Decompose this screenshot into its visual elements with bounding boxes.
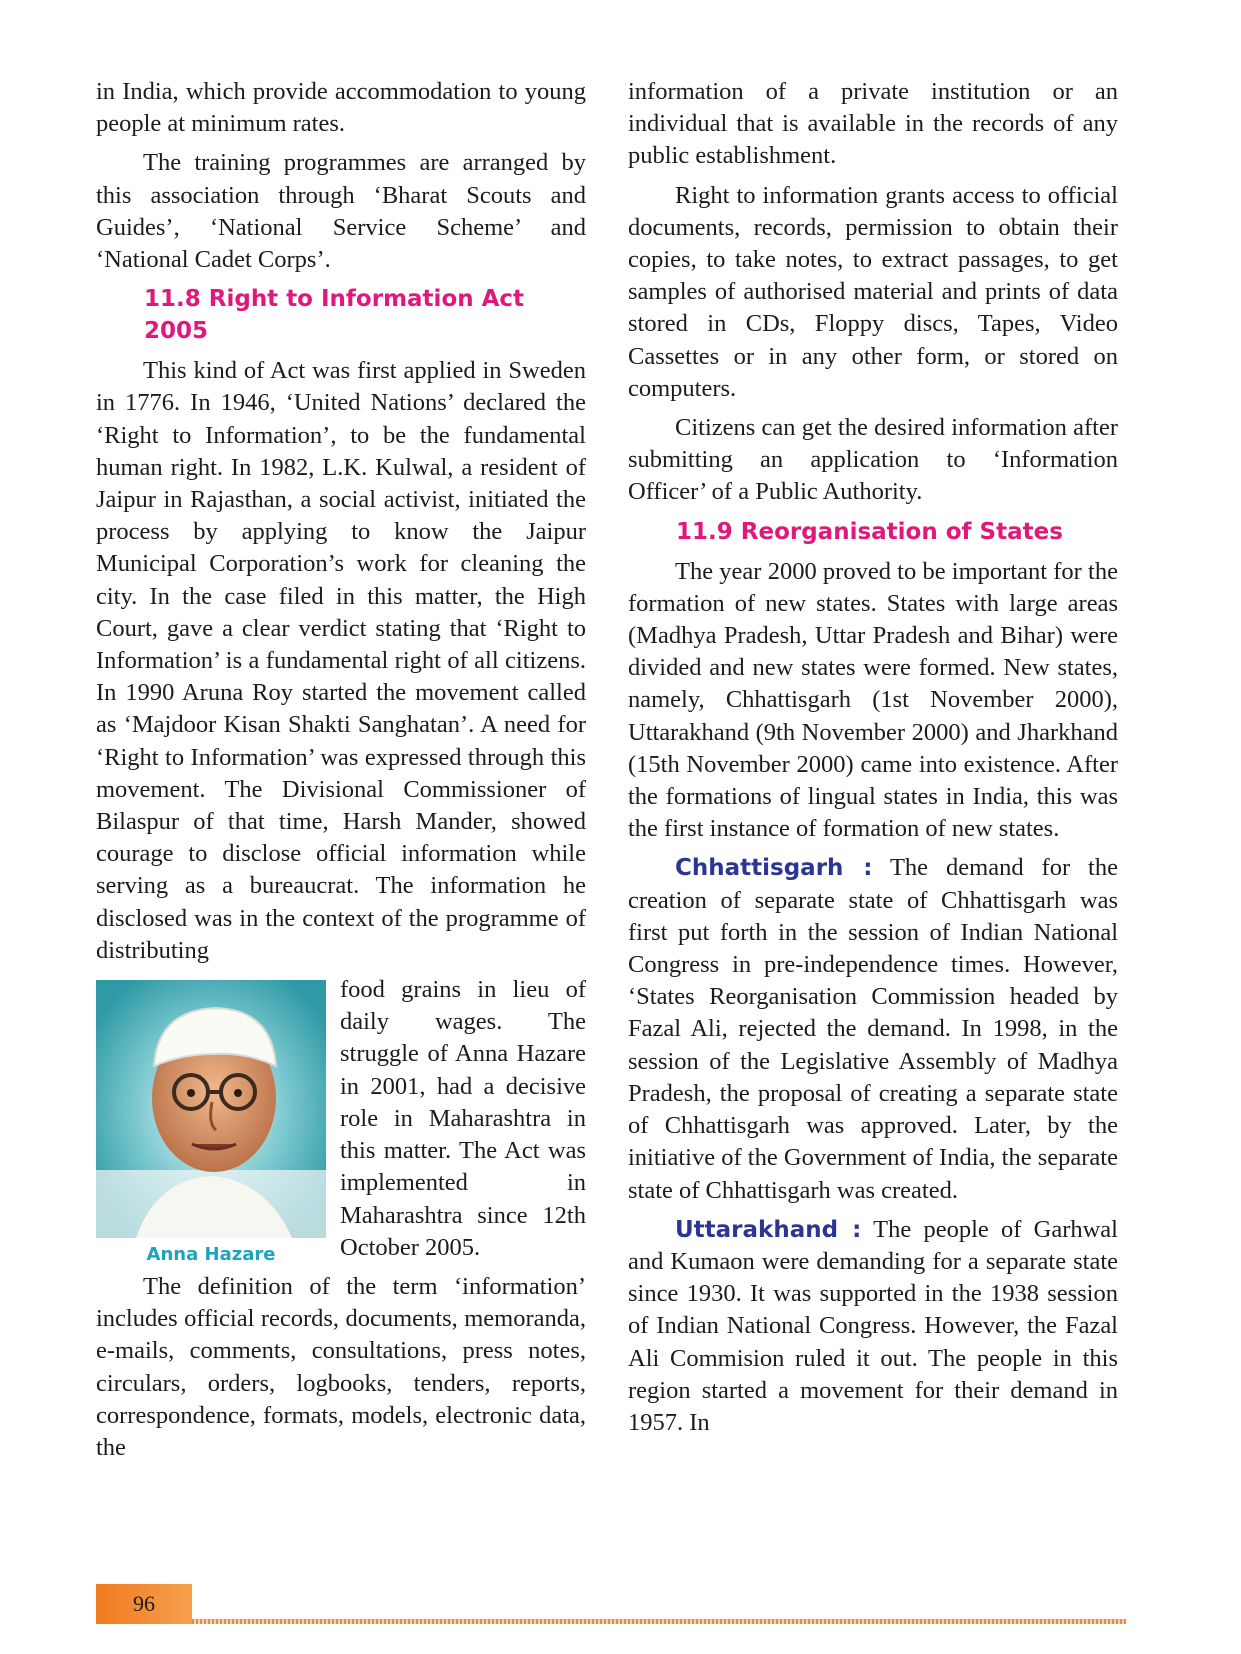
left-column: [96, 76, 586, 1471]
figure: [96, 980, 326, 1265]
term-label: Uttarakhand :: [675, 1216, 862, 1243]
anna-hazare-portrait: [96, 980, 326, 1238]
figure-caption: Anna Hazare: [146, 1244, 276, 1266]
paragraph: The definition of the term ‘information’ includes official records, documents, memoranda, e-mails, comments, consultations, press notes, circulars, orders, logbooks, tenders, reports, correspondence, formats, models, electronic data, the: [96, 1272, 586, 1461]
section-heading: 11.8 Right to Information Act 2005: [144, 286, 525, 345]
footer-rule: [192, 1619, 1126, 1624]
paragraph: Citizens can get the desired information after submitting an application to ‘Information Officer’ of a Public Authority.: [628, 414, 1118, 506]
paragraph: in India, which provide accommodation to young people at minimum rates.: [96, 78, 586, 138]
page-number: 96: [96, 1584, 192, 1624]
paragraph-text: The demand for the creation of separate state of Chhattisgarh was first put forth in the session of Indian National Congress in pre-independence times. However, ‘States Reorganisation Commission headed by Fazal Ali, rejected the demand. In 1998, in the session of the Legislative Assembly of Madhya Pradesh, the proposal of creating a separate state of Chhattisgarh was approved. Later, by the initiative of the Government of India, the separate state of Chhattisgarh was created.: [628, 854, 1118, 1204]
paragraph: food grains in lieu of daily wages. The struggle of Anna Hazare in 2001, had a decisive role in Maharashtra in this matter. The Act was implemented in Maharashtra since 12th October 2005.: [340, 976, 586, 1261]
paragraph: [628, 1214, 1118, 1439]
paragraph: The year 2000 proved to be important for the formation of new states. States with large areas (Madhya Pradesh, Uttar Pradesh and Bihar) were divided and new states were formed. New states, namely, Chhattisgarh (1st November 2000), Uttarakhand (9th November 2000) and Jharkhand (15th November 2000) came into existence. After the formations of lingual states in India, this was the first instance of formation of new states.: [628, 557, 1118, 843]
section-heading: 11.9 Reorganisation of States: [676, 518, 1063, 545]
paragraph: The training programmes are arranged by this association through ‘Bharat Scouts and Guides’, ‘National Service Scheme’ and ‘National Cadet Corps’.: [96, 149, 586, 274]
paragraph-text: The people of Garhwal and Kumaon were demanding for a separate state since 1930. It was supported in the 1938 session of Indian National Congress. However, the Fazal Ali Commision ruled it out. The people in this region started a movement for their demand in 1957. In: [628, 1215, 1118, 1436]
paragraph: [628, 852, 1118, 1206]
right-column: [628, 76, 1118, 1446]
paragraph: This kind of Act was first applied in Sweden in 1776. In 1946, ‘United Nations’ declared the ‘Right to Information’, to be the fundamental human right. In 1982, L.K. Kulwal, a resident of Jaipur in Rajasthan, a social activist, initiated the process by applying to know the Jaipur Municipal Corporation’s work for cleaning the city. In the case filed in this matter, the High Court, gave a clear verdict stating that ‘Right to Information’ is a fundamental right of all citizens. In 1990 Aruna Roy started the movement called as ‘Majdoor Kisan Shakti Sanghatan’. A need for ‘Right to Information’ was expressed through this movement. The Divisional Commissioner of Bilaspur of that time, Harsh Mander, showed courage to disclose official information while serving as a bureaucrat. The information he disclosed was in the context of the programme of distributing: [96, 357, 586, 964]
paragraph: Right to information grants access to official documents, records, permission to obtain their copies, to take notes, to extract passages, to get samples of authorised material and prints of data stored in CDs, Floppy discs, Tapes, Video Cassettes or in any other form, or stored on computers.: [628, 181, 1118, 402]
term-label: Chhattisgarh :: [675, 855, 873, 882]
paragraph: information of a private institution or an individual that is available in the records of any public establishment.: [628, 78, 1118, 170]
